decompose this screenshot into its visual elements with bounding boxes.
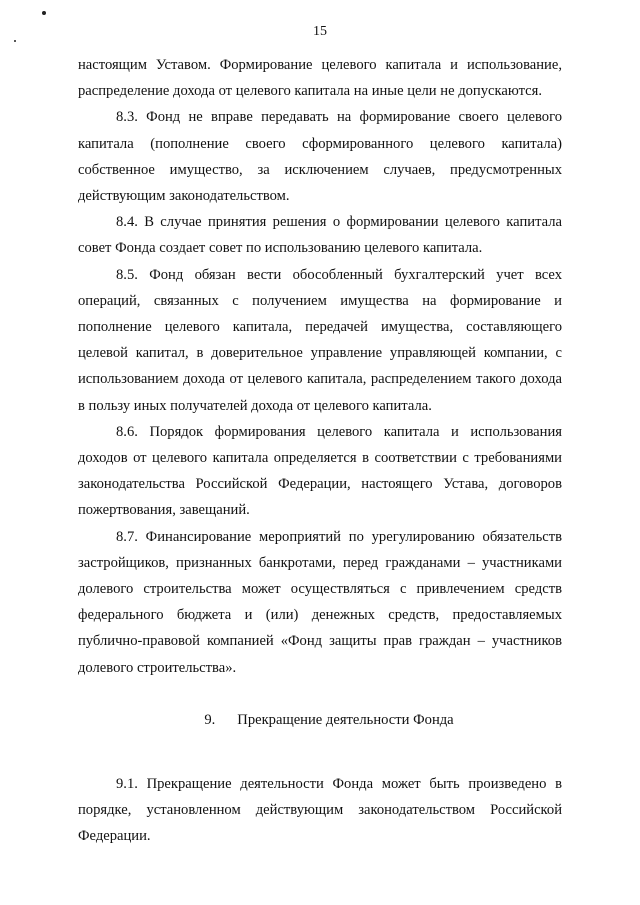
paragraph-continuation: настоящим Уставом. Формирование целевого капитала и использование, распределение дохода от целевого капитала на иные цели не допускаются. <box>78 57 562 100</box>
paragraph-8-6: 8.6. Порядок формирования целевого капитала и использования доходов от целевого капитала определяется в соответствии с требованиями законодательства Российской Федерации, настоящего Устава, договоров пожертвования, завещаний. <box>78 423 562 519</box>
section-heading-number: 9. <box>204 711 216 728</box>
document-body <box>78 52 562 850</box>
scan-speck <box>14 40 16 42</box>
scan-speck <box>42 11 46 15</box>
section-heading <box>78 707 562 733</box>
paragraph-8-4: 8.4. В случае принятия решения о формировании целевого капитала совет Фонда создает совет по использованию целевого капитала. <box>78 214 562 257</box>
paragraph-9-1: 9.1. Прекращение деятельности Фонда может быть произведено в порядке, установленном действующим законодательством Российской Федерации. <box>78 776 562 845</box>
page-number: 15 <box>313 24 327 39</box>
paragraph-8-5: 8.5. Фонд обязан вести обособленный бухгалтерский учет всех операций, связанных с получением имущества на формирование и пополнение целевого капитала, передачей имущества, составляющего целевой капитал, в доверительное управление управляющей компании, с использованием дохода от целевого капитала, распределением такого дохода в пользу иных получателей дохода от целевого капитала. <box>78 266 562 414</box>
paragraph-8-3: 8.3. Фонд не вправе передавать на формирование своего целевого капитала (пополнение своего сформированного целевого капитала) собственное имущество, за исключением случаев, предусмотренных действующим законодательством. <box>78 109 562 205</box>
paragraph-8-7: 8.7. Финансирование мероприятий по урегулированию обязательств застройщиков, признанных банкротами, перед гражданами – участниками долевого строительства может осуществляться с привлечением средств федерального бюджета и (или) денежных средств, предоставляемых публично-правовой компанией «Фонд защиты прав граждан – участников долевого строительства». <box>78 528 562 676</box>
section-heading-title: Прекращение деятельности Фонда <box>237 711 454 728</box>
